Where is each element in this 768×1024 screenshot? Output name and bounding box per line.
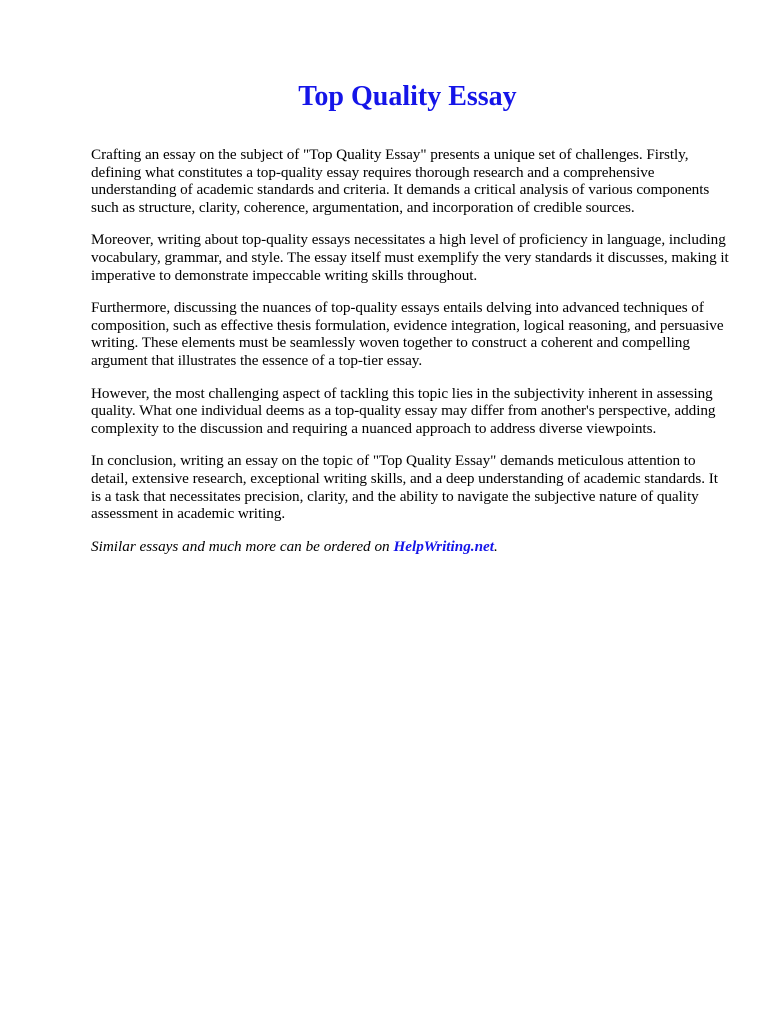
promo-note — [91, 538, 731, 556]
helpwriting-link[interactable]: HelpWriting.net — [393, 537, 494, 555]
paragraph-1: Crafting an essay on the subject of "Top Quality Essay" presents a unique set of challenges. Firstly, defining what constitutes a top-quality essay requires thorough research and a comprehensive understanding of academic standards and criteria. It demands a critical analysis of various components such as structure, clarity, coherence, argumentation, and incorporation of credible sources. — [91, 146, 710, 216]
paragraph-3: Furthermore, discussing the nuances of top-quality essays entails delving into advanced techniques of composition, such as effective thesis formulation, evidence integration, logical reasoning, and persuasive writing. These elements must be seamlessly woven together to construct a coherent and compelling argument that illustrates the essence of a top-tier essay. — [91, 299, 724, 369]
paragraph-5: In conclusion, writing an essay on the topic of "Top Quality Essay" demands meticulous attention to detail, extensive research, exceptional writing skills, and a deep understanding of academic standards. It is a task that necessitates precision, clarity, and the ability to navigate the subjective nature of quality assessment in academic writing. — [91, 452, 718, 523]
page-title: Top Quality Essay — [298, 81, 517, 112]
paragraph-2: Moreover, writing about top-quality essays necessitates a high level of proficiency in language, including vocabulary, grammar, and style. The essay itself must exemplify the very standards it discusses, making it imperative to demonstrate impeccable writing skills throughout. — [91, 231, 729, 284]
promo-suffix: . — [494, 537, 498, 555]
essay-body — [91, 146, 731, 555]
promo-prefix: Similar essays and much more can be ordered on — [91, 537, 394, 555]
paragraph-4: However, the most challenging aspect of tackling this topic lies in the subjectivity inherent in assessing quality. What one individual deems as a top-quality essay may differ from another's perspective, adding complexity to the discussion and requiring a nuanced approach to address diverse viewpoints. — [91, 384, 716, 437]
